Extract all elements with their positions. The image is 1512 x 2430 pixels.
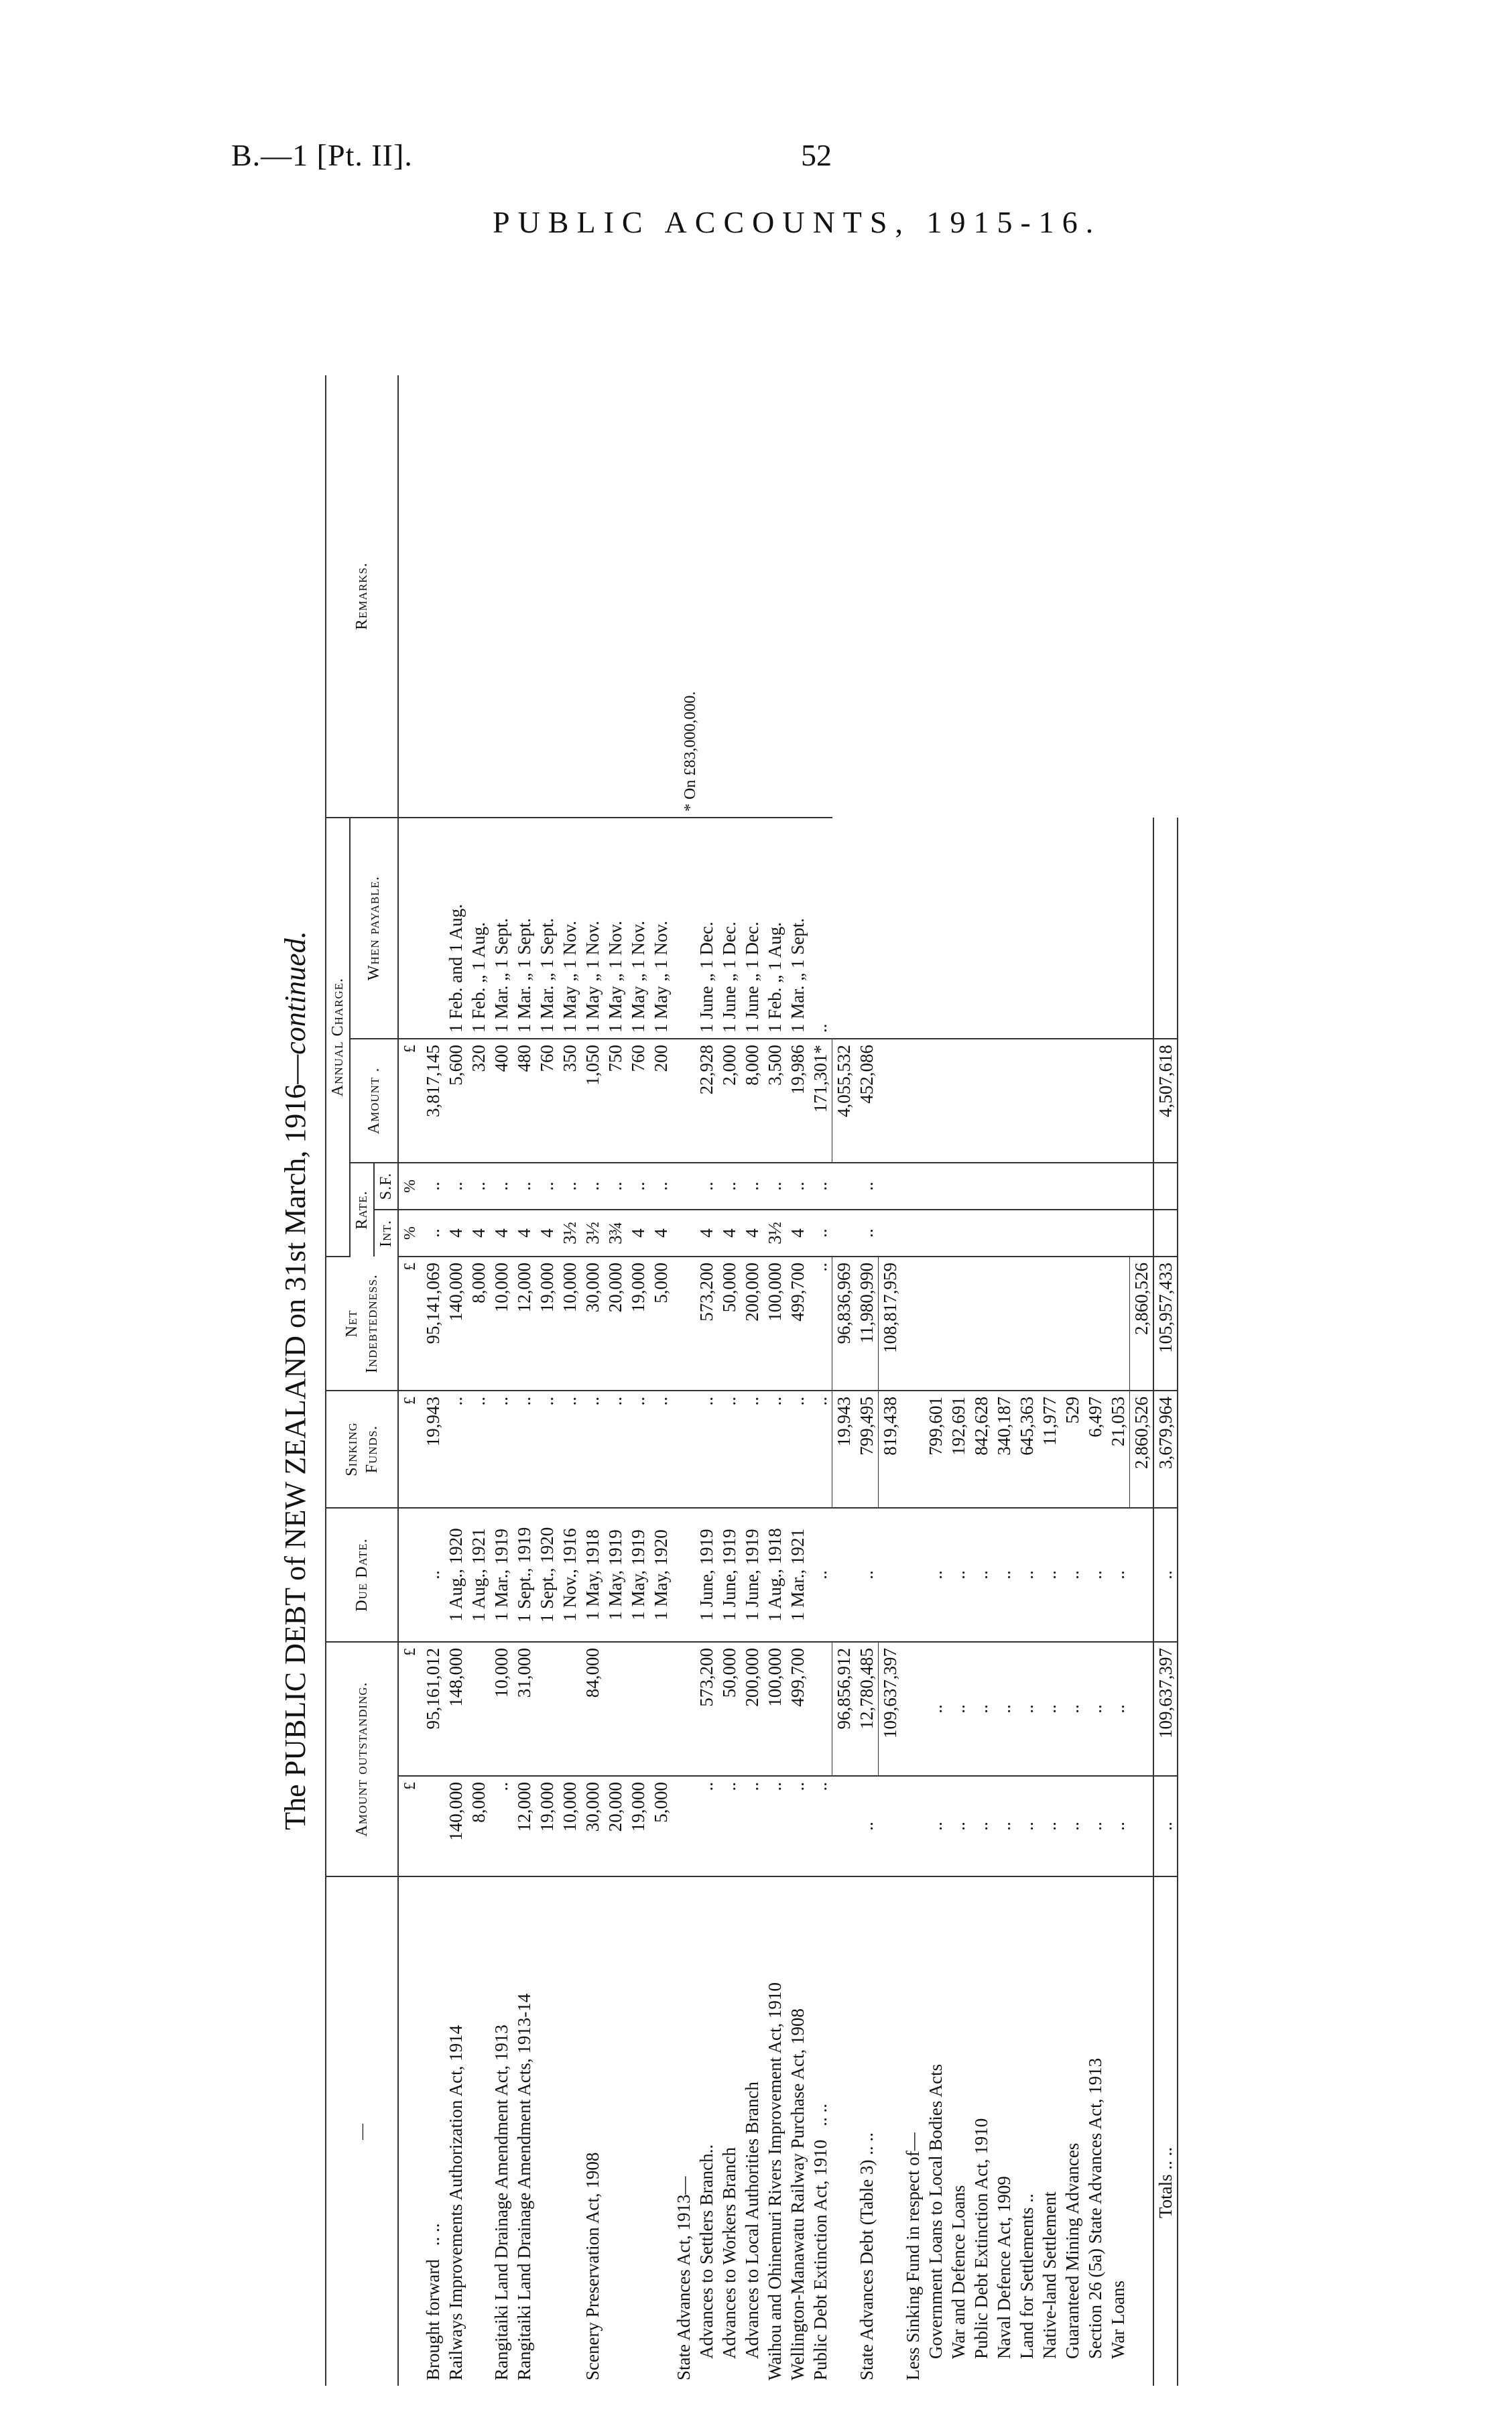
row-due: 1 May, 1920 bbox=[649, 1508, 672, 1642]
combined-amount: 109,637,397 bbox=[879, 1642, 902, 1776]
row-sinking: .. bbox=[558, 1391, 581, 1508]
row-sf: .. bbox=[581, 1163, 604, 1210]
row-sinking: .. bbox=[649, 1391, 672, 1508]
less-label: Section 26 (5a) State Advances Act, 1913 bbox=[1085, 2057, 1105, 2359]
row-sinking: .. bbox=[604, 1391, 627, 1508]
less-due: .. bbox=[1061, 1508, 1084, 1642]
less-sinking-value: 6,497 bbox=[1084, 1391, 1107, 1508]
page-number: 52 bbox=[801, 138, 832, 172]
row-payable: 1 June „ 1 Dec. bbox=[695, 818, 718, 1039]
row-due: 1 Aug., 1920 bbox=[444, 1508, 467, 1642]
unit: £ bbox=[398, 1642, 422, 1776]
row-label bbox=[604, 1876, 627, 2386]
row-payable: 1 June „ 1 Dec. bbox=[741, 818, 763, 1039]
row-amount-2: 200,000 bbox=[741, 1642, 763, 1776]
less-heading-row bbox=[901, 375, 924, 2386]
col-head-charge: Amount . bbox=[350, 1039, 398, 1163]
row-due: 1 May, 1918 bbox=[581, 1508, 604, 1642]
row-charge: 760 bbox=[536, 1039, 558, 1163]
less-sinking-value: 11,977 bbox=[1038, 1391, 1061, 1508]
row-due: 1 Sept., 1919 bbox=[513, 1508, 536, 1642]
row-int: 4 bbox=[444, 1210, 467, 1257]
row-amount-2: 10,000 bbox=[490, 1642, 513, 1776]
row-net: 11,980,990 bbox=[855, 1257, 879, 1391]
row-amount-1: .. bbox=[741, 1776, 763, 1876]
row-sf: .. bbox=[718, 1163, 741, 1210]
subtotal-row bbox=[832, 375, 856, 2386]
unit: £ bbox=[398, 1257, 422, 1391]
row-sf: .. bbox=[536, 1163, 558, 1210]
row-payable: 1 May „ 1 Nov. bbox=[627, 818, 649, 1039]
less-amount-2: .. bbox=[970, 1642, 993, 1776]
less-amount-1: .. bbox=[1015, 1776, 1038, 1876]
row-net: 30,000 bbox=[581, 1257, 604, 1391]
less-due: .. bbox=[1015, 1508, 1038, 1642]
row-int: .. bbox=[809, 1210, 832, 1257]
row-due: 1 Sept., 1920 bbox=[536, 1508, 558, 1642]
row-payable: 1 May „ 1 Nov. bbox=[649, 818, 672, 1039]
row-charge: 452,086 bbox=[855, 1039, 879, 1163]
totals-sinking: 3,679,964 bbox=[1153, 1391, 1178, 1508]
row-amount-2: 573,200 bbox=[695, 1642, 718, 1776]
row-due: 1 Aug., 1921 bbox=[467, 1508, 490, 1642]
row-net: 95,141,069 bbox=[422, 1257, 444, 1391]
units-row bbox=[398, 375, 422, 2386]
row-amount-2: 95,161,012 bbox=[422, 1642, 444, 1776]
less-label: Public Debt Extinction Act, 1910 bbox=[971, 2118, 991, 2359]
less-sinking-value: 340,187 bbox=[993, 1391, 1015, 1508]
row-charge: 350 bbox=[558, 1039, 581, 1163]
row-due: 1 Mar., 1919 bbox=[490, 1508, 513, 1642]
row-amount-2: 31,000 bbox=[513, 1642, 536, 1776]
unit: £ bbox=[398, 1391, 422, 1508]
col-head-net: Net Indebtedness. bbox=[326, 1257, 398, 1391]
less-due: .. bbox=[993, 1508, 1015, 1642]
row-amount-2: 148,000 bbox=[444, 1642, 467, 1776]
row-label: Advances to Settlers Branch.. bbox=[696, 2144, 716, 2359]
section-code: B.—1 [Pt. II]. bbox=[231, 138, 413, 172]
row-amount-2: 84,000 bbox=[581, 1642, 604, 1776]
less-total-sinking: 2,860,526 bbox=[1130, 1391, 1154, 1508]
row-label: Railways Improvements Authorization Act, 1914 bbox=[446, 2025, 466, 2380]
row-payable: 1 Mar. „ 1 Sept. bbox=[490, 818, 513, 1039]
less-label: Native-land Settlement bbox=[1040, 2191, 1060, 2359]
row-due: 1 May, 1919 bbox=[627, 1508, 649, 1642]
less-heading: Less Sinking Fund in respect of— bbox=[903, 2132, 923, 2380]
row-sf: .. bbox=[444, 1163, 467, 1210]
row-sinking: .. bbox=[718, 1391, 741, 1508]
less-amount-2: .. bbox=[1015, 1642, 1038, 1776]
row-sf: .. bbox=[467, 1163, 490, 1210]
row-net: 10,000 bbox=[490, 1257, 513, 1391]
row-net: 140,000 bbox=[444, 1257, 467, 1391]
row-sinking: .. bbox=[513, 1391, 536, 1508]
row-label: Waihou and Ohinemuri Rivers Improvement Act, 1910 bbox=[765, 1982, 785, 2380]
row-amount-1: 10,000 bbox=[558, 1776, 581, 1876]
row-net: 100,000 bbox=[763, 1257, 786, 1391]
row-int: 4 bbox=[627, 1210, 649, 1257]
row-charge: 3,500 bbox=[763, 1039, 786, 1163]
row-int: 4 bbox=[513, 1210, 536, 1257]
public-debt-table bbox=[325, 375, 1178, 2386]
row-label: Wellington-Manawatu Railway Purchase Act, 1908 bbox=[788, 2008, 808, 2380]
row-charge: 3,817,145 bbox=[422, 1039, 444, 1163]
row-label bbox=[627, 1876, 649, 2386]
row-net: 10,000 bbox=[558, 1257, 581, 1391]
less-row bbox=[1107, 375, 1130, 2386]
row-sf: .. bbox=[809, 1163, 832, 1210]
row-int: 4 bbox=[536, 1210, 558, 1257]
row-sf: .. bbox=[422, 1163, 444, 1210]
row-label: Advances to Workers Branch bbox=[719, 2147, 739, 2359]
totals-net: 105,957,433 bbox=[1153, 1257, 1178, 1391]
row-charge: 2,000 bbox=[718, 1039, 741, 1163]
col-head-payable: When payable. bbox=[350, 818, 398, 1039]
row-amount-1: 19,000 bbox=[627, 1776, 649, 1876]
less-amount-1: .. bbox=[1061, 1776, 1084, 1876]
row-sinking: .. bbox=[627, 1391, 649, 1508]
row-label: State Advances Act, 1913— bbox=[674, 2176, 694, 2380]
row-amount-2 bbox=[558, 1642, 581, 1776]
less-label: Government Loans to Local Bodies Acts bbox=[926, 2063, 946, 2359]
less-total-row bbox=[1130, 375, 1154, 2386]
col-head-annual: Annual Charge. bbox=[326, 818, 350, 1257]
less-label: Naval Defence Act, 1909 bbox=[994, 2176, 1014, 2359]
row-amount-2: 100,000 bbox=[763, 1642, 786, 1776]
row-amount-1 bbox=[422, 1776, 444, 1876]
less-amount-1: .. bbox=[924, 1776, 947, 1876]
subtotal-sinking: 19,943 bbox=[832, 1391, 856, 1508]
row-label bbox=[558, 1876, 581, 2386]
row-int: .. bbox=[422, 1210, 444, 1257]
less-due: .. bbox=[1084, 1508, 1107, 1642]
row-payable: 1 Mar. „ 1 Sept. bbox=[513, 818, 536, 1039]
row-sinking: 799,495 bbox=[855, 1391, 879, 1508]
row-label: Public Debt Extinction Act, 1910.. .. bbox=[810, 2104, 830, 2380]
less-row bbox=[1038, 375, 1061, 2386]
row-charge: 19,986 bbox=[786, 1039, 809, 1163]
row-net: .. bbox=[809, 1257, 832, 1391]
totals-label: Totals .. .. bbox=[1153, 1876, 1178, 2386]
less-row bbox=[970, 375, 993, 2386]
less-amount-1: .. bbox=[993, 1776, 1015, 1876]
row-due: 1 June, 1919 bbox=[695, 1508, 718, 1642]
row-int: 3½ bbox=[581, 1210, 604, 1257]
row-sf: .. bbox=[741, 1163, 763, 1210]
less-amount-2: .. bbox=[924, 1642, 947, 1776]
row-net: 50,000 bbox=[718, 1257, 741, 1391]
row-amount-1: .. bbox=[718, 1776, 741, 1876]
row-charge: 22,928 bbox=[695, 1039, 718, 1163]
less-amount-1: .. bbox=[1084, 1776, 1107, 1876]
totals-amount-1: .. bbox=[1153, 1776, 1178, 1876]
less-label: War Loans bbox=[1108, 2280, 1128, 2359]
row-amount-1: 19,000 bbox=[536, 1776, 558, 1876]
state-advances-row bbox=[855, 375, 879, 2386]
row-net: 573,200 bbox=[695, 1257, 718, 1391]
row-label bbox=[467, 1876, 490, 2386]
col-head-rate: Rate. bbox=[350, 1163, 374, 1257]
caption-continued: continued. bbox=[279, 931, 312, 1055]
less-amount-1: .. bbox=[1038, 1776, 1061, 1876]
row-sinking: 19,943 bbox=[422, 1391, 444, 1508]
row-sf: .. bbox=[649, 1163, 672, 1210]
row-amount-1: 8,000 bbox=[467, 1776, 490, 1876]
row-amount-2 bbox=[467, 1642, 490, 1776]
row-net: 499,700 bbox=[786, 1257, 809, 1391]
less-sinking-value: 842,628 bbox=[970, 1391, 993, 1508]
less-amount-2: .. bbox=[947, 1642, 970, 1776]
row-sinking: .. bbox=[467, 1391, 490, 1508]
less-amount-2: .. bbox=[1084, 1642, 1107, 1776]
less-sinking-value: 192,691 bbox=[947, 1391, 970, 1508]
row-amount-2 bbox=[604, 1642, 627, 1776]
row-due: 1 Aug., 1918 bbox=[763, 1508, 786, 1642]
less-row bbox=[993, 375, 1015, 2386]
row-charge: 8,000 bbox=[741, 1039, 763, 1163]
row-due: .. bbox=[422, 1508, 444, 1642]
row-charge: 1,050 bbox=[581, 1039, 604, 1163]
less-amount-2: .. bbox=[1061, 1642, 1084, 1776]
less-amount-1: .. bbox=[970, 1776, 993, 1876]
row-amount-2: 499,700 bbox=[786, 1642, 809, 1776]
less-total-net: 2,860,526 bbox=[1130, 1257, 1154, 1391]
row-payable: 1 May „ 1 Nov. bbox=[604, 818, 627, 1039]
col-head-sf: S.F. bbox=[374, 1163, 398, 1210]
row-sinking: .. bbox=[763, 1391, 786, 1508]
row-amount-1: .. bbox=[786, 1776, 809, 1876]
row-payable: 1 Feb. „ 1 Aug. bbox=[467, 818, 490, 1039]
row-sf: .. bbox=[513, 1163, 536, 1210]
row-payable: 1 May „ 1 Nov. bbox=[581, 818, 604, 1039]
less-due: .. bbox=[947, 1508, 970, 1642]
row-net: 12,000 bbox=[513, 1257, 536, 1391]
row-payable: 1 Feb. and 1 Aug. bbox=[444, 818, 467, 1039]
less-row bbox=[924, 375, 947, 2386]
row-charge: 750 bbox=[604, 1039, 627, 1163]
row-due: 1 June, 1919 bbox=[741, 1508, 763, 1642]
row-due: 1 Nov., 1916 bbox=[558, 1508, 581, 1642]
unit: % bbox=[398, 1210, 422, 1257]
row-amount-1: .. bbox=[855, 1776, 879, 1876]
row-int: 3¾ bbox=[604, 1210, 627, 1257]
row-amount-1: .. bbox=[763, 1776, 786, 1876]
row-sf: .. bbox=[558, 1163, 581, 1210]
row-payable: 1 May „ 1 Nov. bbox=[558, 818, 581, 1039]
row-net: 19,000 bbox=[627, 1257, 649, 1391]
row-amount-2 bbox=[809, 1642, 832, 1776]
row-net: 200,000 bbox=[741, 1257, 763, 1391]
row-label: Rangitaiki Land Drainage Amendment Act, 1913 bbox=[491, 2025, 511, 2380]
row-int: 4 bbox=[467, 1210, 490, 1257]
row-sf: .. bbox=[855, 1163, 879, 1210]
less-amount-2: .. bbox=[993, 1642, 1015, 1776]
row-net: 5,000 bbox=[649, 1257, 672, 1391]
row-int: 4 bbox=[490, 1210, 513, 1257]
row-int: 4 bbox=[741, 1210, 763, 1257]
row-amount-1: 140,000 bbox=[444, 1776, 467, 1876]
less-sinking-value: 529 bbox=[1061, 1391, 1084, 1508]
row-int: 3½ bbox=[763, 1210, 786, 1257]
rotated-table-panel bbox=[278, 375, 1337, 2386]
col-head-blank: — bbox=[326, 1876, 398, 2386]
less-due: .. bbox=[1038, 1508, 1061, 1642]
row-sf: .. bbox=[490, 1163, 513, 1210]
row-charge: 760 bbox=[627, 1039, 649, 1163]
row-int: 3½ bbox=[558, 1210, 581, 1257]
row-sf: .. bbox=[763, 1163, 786, 1210]
row-due: .. bbox=[855, 1508, 879, 1642]
col-head-due: Due Date. bbox=[326, 1508, 398, 1642]
row-charge: 320 bbox=[467, 1039, 490, 1163]
less-label: War and Defence Loans bbox=[948, 2185, 968, 2359]
less-amount-1: .. bbox=[1107, 1776, 1130, 1876]
remark-note: * On £83,000,000. bbox=[398, 375, 832, 818]
row-sf: .. bbox=[627, 1163, 649, 1210]
row-amount-2: 50,000 bbox=[718, 1642, 741, 1776]
totals-charge: 4,507,618 bbox=[1153, 1039, 1178, 1163]
row-sinking: .. bbox=[581, 1391, 604, 1508]
row-payable bbox=[422, 818, 444, 1039]
row-sinking: .. bbox=[809, 1391, 832, 1508]
row-label bbox=[536, 1876, 558, 2386]
combined-net: 108,817,959 bbox=[879, 1257, 902, 1391]
less-row bbox=[1084, 375, 1107, 2386]
row-payable: 1 Mar. „ 1 Sept. bbox=[786, 818, 809, 1039]
unit: £ bbox=[398, 1039, 422, 1163]
totals-row bbox=[1153, 375, 1178, 2386]
row-charge: 171,301* bbox=[809, 1039, 832, 1163]
row-sinking: .. bbox=[536, 1391, 558, 1508]
row-amount-2 bbox=[627, 1642, 649, 1776]
row-sf: .. bbox=[604, 1163, 627, 1210]
row-amount-1: 20,000 bbox=[604, 1776, 627, 1876]
row-sf: .. bbox=[695, 1163, 718, 1210]
subtotal-charge: 4,055,532 bbox=[832, 1039, 856, 1163]
col-head-int: Int. bbox=[374, 1210, 398, 1257]
less-row bbox=[1061, 375, 1084, 2386]
row-sinking: .. bbox=[786, 1391, 809, 1508]
caption-main: The PUBLIC DEBT of NEW ZEALAND on 31st March, 1916— bbox=[279, 1054, 312, 1830]
row-payable: 1 Feb. „ 1 Aug. bbox=[763, 818, 786, 1039]
less-due: .. bbox=[924, 1508, 947, 1642]
row-label: Brought forward.. .. bbox=[423, 2223, 443, 2380]
less-sinking-value: 799,601 bbox=[924, 1391, 947, 1508]
row-sinking: .. bbox=[444, 1391, 467, 1508]
row-charge: 480 bbox=[513, 1039, 536, 1163]
row-payable: .. bbox=[809, 818, 832, 1039]
row-amount-2 bbox=[649, 1642, 672, 1776]
less-row bbox=[1015, 375, 1038, 2386]
row-int: 4 bbox=[718, 1210, 741, 1257]
row-due: .. bbox=[809, 1508, 832, 1642]
row-label bbox=[649, 1876, 672, 2386]
row-charge: 5,600 bbox=[444, 1039, 467, 1163]
row-amount-2 bbox=[536, 1642, 558, 1776]
less-sinking-value: 645,363 bbox=[1015, 1391, 1038, 1508]
combined-sinking: 819,438 bbox=[879, 1391, 902, 1508]
totals-amount-2: 109,637,397 bbox=[1153, 1642, 1178, 1776]
row-sf: .. bbox=[786, 1163, 809, 1210]
row-due: 1 Mar., 1921 bbox=[786, 1508, 809, 1642]
row-int: 4 bbox=[695, 1210, 718, 1257]
row-charge: 400 bbox=[490, 1039, 513, 1163]
unit: % bbox=[398, 1163, 422, 1210]
totals-due: .. bbox=[1153, 1508, 1178, 1642]
unit: £ bbox=[398, 1776, 422, 1876]
less-sinking-value: 21,053 bbox=[1107, 1391, 1130, 1508]
less-amount-2: .. bbox=[1038, 1642, 1061, 1776]
less-label: Land for Settlements .. bbox=[1017, 2193, 1037, 2359]
row-label: Advances to Local Authorities Branch bbox=[742, 2082, 762, 2359]
row-label: Rangitaiki Land Drainage Amendment Acts, 1913-14 bbox=[514, 1993, 534, 2380]
row-due: 1 June, 1919 bbox=[718, 1508, 741, 1642]
row-net: 20,000 bbox=[604, 1257, 627, 1391]
less-amount-1: .. bbox=[947, 1776, 970, 1876]
row-due: 1 May, 1919 bbox=[604, 1508, 627, 1642]
combined-row bbox=[879, 375, 902, 2386]
row-net: 19,000 bbox=[536, 1257, 558, 1391]
row-amount-1: 30,000 bbox=[581, 1776, 604, 1876]
row-amount-1: .. bbox=[809, 1776, 832, 1876]
row-int: .. bbox=[855, 1210, 879, 1257]
subtotal-net: 96,836,969 bbox=[832, 1257, 856, 1391]
row-sinking: .. bbox=[741, 1391, 763, 1508]
row-payable: 1 June „ 1 Dec. bbox=[718, 818, 741, 1039]
row-charge: 200 bbox=[649, 1039, 672, 1163]
page-title: PUBLIC ACCOUNTS, 1915-16. bbox=[493, 205, 1102, 239]
row-net: 8,000 bbox=[467, 1257, 490, 1391]
row-amount-2: 12,780,485 bbox=[855, 1642, 879, 1776]
row-amount-1: 5,000 bbox=[649, 1776, 672, 1876]
subtotal-amount: 96,856,912 bbox=[832, 1642, 856, 1776]
row-int: 4 bbox=[786, 1210, 809, 1257]
less-label: Guaranteed Mining Advances bbox=[1062, 2143, 1082, 2359]
row-int: 4 bbox=[649, 1210, 672, 1257]
row-payable: 1 Mar. „ 1 Sept. bbox=[536, 818, 558, 1039]
col-head-remarks: Remarks. bbox=[326, 375, 398, 818]
row-amount-1: .. bbox=[490, 1776, 513, 1876]
table-caption bbox=[278, 509, 312, 2252]
less-due: .. bbox=[970, 1508, 993, 1642]
row-label: State Advances Debt (Table 3) .. .. bbox=[857, 2132, 877, 2380]
row-amount-1: .. bbox=[695, 1776, 718, 1876]
row-amount-1: 12,000 bbox=[513, 1776, 536, 1876]
less-amount-2: .. bbox=[1107, 1642, 1130, 1776]
row-label: Scenery Preservation Act, 1908 bbox=[582, 2152, 603, 2380]
less-due: .. bbox=[1107, 1508, 1130, 1642]
col-head-sinking: Sinking Funds. bbox=[326, 1391, 398, 1508]
row-sinking: .. bbox=[490, 1391, 513, 1508]
col-head-amount: Amount outstanding. bbox=[326, 1642, 398, 1876]
less-row bbox=[947, 375, 970, 2386]
row-sinking: .. bbox=[695, 1391, 718, 1508]
